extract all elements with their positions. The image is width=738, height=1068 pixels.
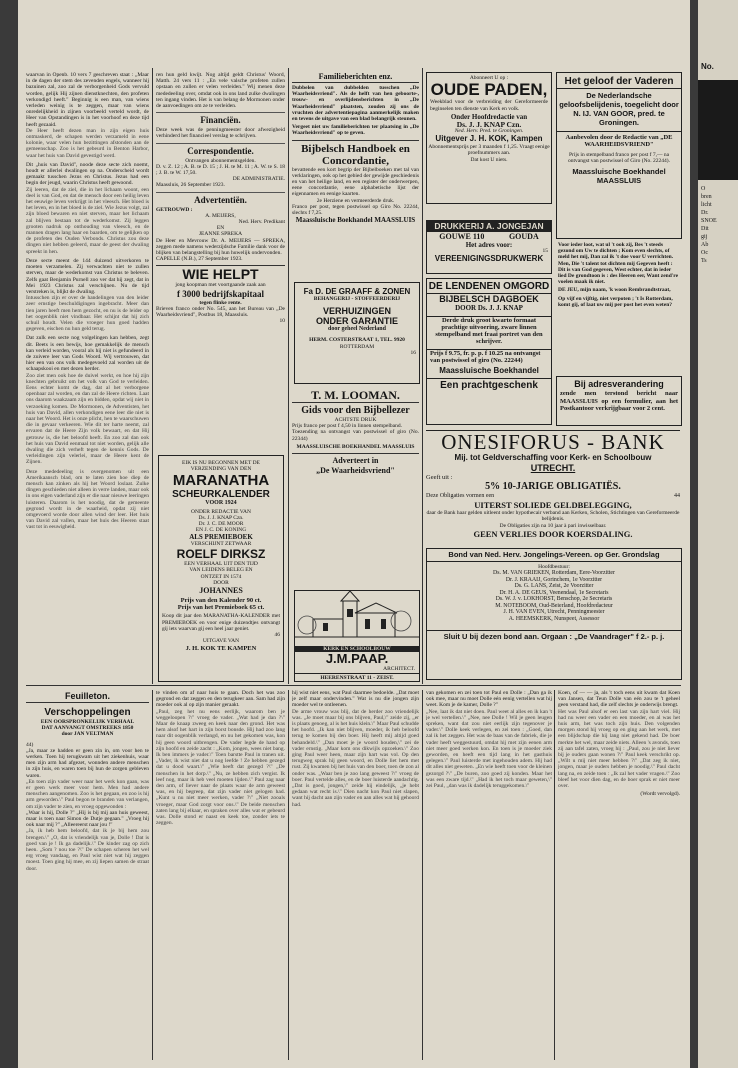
maranatha-ad: [158, 455, 284, 682]
maranatha-text: ONDER REDACTIE VAN: [191, 508, 251, 515]
maranatha-text: EEN VERHAAL UIT DEN TIJD: [184, 561, 258, 568]
geloof-title: Het geloof der Vaderen: [557, 75, 681, 89]
geloof-author: N. IJ. VAN GOOR, pred. te Groningen.: [573, 109, 665, 127]
maranatha-order-text: Koop dit jaar den MARANATHA-KALENDER met PREMIEBOEK en voor enige duizendtjes ontvangt gij iets waarvan gij een heel jaar geniet.: [162, 613, 280, 632]
column-rule: [422, 690, 423, 1060]
bank-slogan: UITERST SOLIEDE GELDBELEGGING,: [474, 500, 632, 510]
oude-paden-price: Abonnementsprijs per 3 maanden f 1,25. Vraagt eenige proefnummers aan.: [428, 144, 550, 157]
maranatha-text: VAN LEIDENS BELEG EN: [189, 567, 253, 574]
paap-architect-ad: [294, 590, 420, 682]
column-rule: [554, 690, 555, 1060]
ad-column-3-lower: [292, 388, 419, 588]
geloof-recommendation: Aanbevolen door de Redactie van „DE WAARHEIDSVRIEND": [557, 131, 681, 148]
oude-paden-text: Dat kost U niets.: [470, 156, 508, 163]
column-rule: [288, 690, 289, 1060]
financien-text: Deze week was de penningmeester door afwezigheid verhinderd het financieel verslag te schrijven.: [156, 127, 285, 140]
paap-name: J.M.PAAP.: [325, 651, 389, 667]
maranatha-title: MARANATHA: [172, 471, 270, 489]
geloof-price: Prijs in stempelband franco per post f 7,— na ontvangst van postwissel of Giro (No. 22244).: [567, 152, 671, 165]
feuilleton-heading: Feuilleton.: [26, 690, 149, 703]
de-graaff-address: HERM. COSTERSTRAAT 1, TEL. 9920: [309, 337, 405, 344]
lendenen-omgord-ad: [426, 278, 552, 425]
bank-subtitle: Mij. tot Geldverschaffing voor Kerk- en Schoolbouw: [454, 453, 652, 462]
oude-paden-text: Abonneert U op :: [469, 75, 509, 81]
maranatha-author: JOHANNES: [199, 586, 243, 596]
adverteert-text: „De Waarheidsvriend": [316, 466, 395, 476]
groom-title: Ned. Herv. Predikant: [238, 219, 285, 226]
section-heading-financien: Financiën.: [156, 112, 285, 126]
maranatha-text: EIK IS NU BEGONNEN MET DE: [182, 460, 260, 466]
poem-ad: [558, 242, 680, 372]
adresverandering-ad: [556, 376, 682, 426]
correspondentie-text: Ontvangen abonnementsgelden.: [185, 157, 256, 164]
de-graaff-text: ONDER GARANTIE: [315, 316, 398, 327]
lendenen-author: DOOR Ds. J. J. KNAP: [455, 304, 523, 312]
wie-helpt-address: Brieven franco onder No. 545, aan het Bureau van „De Waarheidsvriend", Postbus 18, Maassluis.: [156, 305, 285, 319]
drukkerij-city: GOUDA: [508, 232, 539, 241]
de-graaff-ad: [294, 282, 420, 384]
bestuur-member: A. HEEMSKERK, Nunspeet, Assessor: [508, 615, 600, 622]
maranatha-publisher: J. H. KOK TE KAMPEN: [185, 644, 257, 652]
maranatha-price: Prijs van den Kalender 90 ct.: [180, 597, 262, 605]
adjacent-page-edge: [698, 0, 738, 1068]
bijbelsch-handboek-publisher: Maassluische Boekhandel MAASSLUIS: [295, 216, 416, 225]
maranatha-editor: Dr. J. C. DE MOOR: [198, 521, 244, 528]
maranatha-editor: Ds. J. J. KNAP Czn.: [198, 514, 244, 521]
maranatha-text: UITGAVE VAN: [202, 638, 240, 645]
article-text: Dit „huis van David", noode deze secte zich noemt, houdt er allerlei dwalingen op na. Onderscheid wordt gemaakt tusschen Jezus en Christus. Jezus had een begin der jeugd, waarin Christus heeft gewoond.: [26, 161, 149, 187]
de-graaff-text: door geheel Nederland: [328, 326, 386, 333]
lendenen-price: Prijs f 9.75, fr. p. p. f 10.25 na ontvangst van postwissel of giro (No. 22244): [427, 349, 551, 364]
article-column-1: waarvan in Openb. 10 vers 7 geschreven staat : „Maar in de dagen der stem des zevenden engels, wanneer hij bazuinen zal, zoo zal de verborgenheid Gods vervuld worden, gelijk Hij zijnen dienstknechten, den profeten verkondigd heeft." Beginnig is een man, van wiens verleden weinig is te zeggen, maar van wiens onredelijkheid in zijnen voorbeeld verteld wordt, de Heer van Opstandingen is in het voorhoof en deze tijd heeft gezaaid. De Heer heeft dezen man in zijn eigen huis ontmaskerd, de schapen werden verzameld in eene kolonie, waar velen hun bezittingen afstonden aan de gemeenschap. Zoo is het gebeurd in Benton Harbor, waar het huis van David gevestigd werd. Dit „huis van David", noode deze secte zich noemt, houdt er allerlei dwalingen op na. Onderscheid wordt gemaakt tusschen Jezus en Christus. Jezus had een begin der jeugd, waarin Christus heeft gewoond. Zij leeren, dat de ziel, die in het lichaam woont, een deel is van God, en dat de mensch door een heilig leven het eeuwige leven verkrijgt in het vleesch. Het bloed is het leven, en in het bloed is de ziel. Wie Jezus volgt, zal zijn bloed bewaren en niet sterven, maar het lichaam zal blijven bestaan tot de wederkomst. Zij leggen grooten nadruk op onthouding van vleesch, en de mannen dragen lang haar en baarden, om te gelijken op de profeten des Ouden Verbonds. Christus zou deze dingen niet hebben geleerd, maar de geest der dwaling spreekt in hen. Deze secte meent de 144 duizend uitverkoren te moeten verzamelen. Zij verwachten niet te zullen sterven, maar de wederkomst van Christus te beleven. Zelfs gaat Benjamin Purnell zoo ver dat hij zegt, dat in Mei 1923 Christus zal verschijnen. Nu de tijd verstreken is, blijkt de dwaling. Intusschen zijn er over de handelingen van den leider zeer ernstige beschuldigingen ingebracht. Meer dan tien jaren heeft men hem gezocht, en nu is de leider op het oogenblik niet vindbaar. Het schijnt dat hij zich schuil houdt. Velen die vroeger hun goed hadden gegeven, eischen nu hun geld terug. Dat zulk een secte nog volgelingen kan hebben, zegt dit. Beets is een bewijs, hoe gemakkelijk de mensch kan verleid worden, vooral als hij niet is gefundeerd in de zuivere leer van Gods Woord. Wij vertrouwen, dat hier een van ons volk medegevoeld zal worden uit de schaapskooi en met dezen herder. Zoo ziet men ook hoe de duivel werkt, en hoe hij zijn knechten gebruikt om het volk van God te verleiden. Eens echter komt de dag, dat al het verborgene openbaar zal worden, en dan zal de Heere richten. Laat ons daarom waakzaam zijn en bidden, opdat wij niet in verzoeking komen. De Mormonen, de Adventisten, het huis van David, allen verkondigen eene leer die niet is naar het Woord. Het is onze plicht, hen te waarschuwen die in gevaar verkeeren. Wie dit ter harte neemt, zal ervaren dat de Heere Zijn volk bewaart, en dat Hij getrouw is, die het beloofd heeft. En zoo zal dan ook het huis van David eenmaal tot niet worden, gelijk alle dwaling die zich verheft tegen de kennis Gods. De verleidingen zijn velerlei, maar de Heere kent de Zijnen. Deze mededeeling is overgenomen uit een Amerikaansch blad, om te laten zien hoe diep de mensch kan zinken als hij het Woord loslaat. Zulke dingen geschieden niet alleen in verre landen, maar ook in ons eigen vaderland zijn er die naar nieuwe leeringen luisteren. Daarom is het noodig, dat de gemeente gegrond wordt in de waarheid, opdat zij niet omgevoerd worde door allen wind der leer. Het huis van David zal vallen, maar het huis des Heeren staat vast tot in eeuwigheid.: [26, 72, 149, 531]
article-text: ren hun geld kwijt. Nog altijd geldt Christus' Woord, Matth. 24 vers 11 : „En vele valsche profeten zullen opstaan en zullen er velen verleiden." Wij menen deze mededeeling over, omdat ook in ons land zulke dwalingen ten ingang vinden. Het is van belang de Mormonen onder de aanvoedingen om ze te verleiden.: [156, 72, 285, 110]
geloof-subtitle: De Nederlandsche geloofsbelijdenis, toegelicht door: [559, 91, 679, 109]
drukkerij-address: GOUWE 110: [439, 232, 485, 241]
oude-paden-text: Weekblad voor de verbreiding der Gereformeerde beginselen ten dienste van Kerk en volk.: [430, 99, 548, 112]
feuilleton-subtitle: EEN OORSPRONKELIJK VERHAAL: [40, 719, 135, 725]
column-rule: [152, 690, 153, 1060]
adresverandering-title: Bij adresverandering: [574, 379, 664, 389]
column-rule: [422, 68, 423, 684]
bestuur-member: J. H. VAN EVEN, Utrecht, Penningmeester: [503, 609, 605, 616]
article-text: Deze secte meent de 144 duizend uitverkoren te moeten verzamelen. Zij verwachten niet te zullen sterven, maar de wederkomst van Christus te beleven. Zelfs gaat Benjamin Purnell zoo ver dat hij zegt, dat in Mei 1923 Christus zal verschijnen. Nu de tijd verstreken is, blijkt de dwaling.: [26, 257, 149, 295]
bond-bestuur-list: [427, 570, 681, 622]
column-rule: [152, 68, 153, 684]
masthead-fragment: [698, 80, 738, 180]
oude-paden-text: Ned. Herv. Pred. te Groningen.: [454, 127, 524, 134]
adresverandering-text: zende men terstond bericht naar MAASSLUIS op een formulier, aan het Postkantoor verkrijgbaar voor 2 cent.: [560, 390, 678, 412]
maranatha-text: VERSCHIJNT ZETWAAR: [190, 540, 252, 547]
correspondentie-date: Maassluis, 26 September 1923.: [156, 182, 225, 189]
section-heading-advertentien: Advertentiën.: [156, 192, 285, 206]
feuilleton-column: Feuilleton. Verschoppelingen EEN OORSPRONKELIJK VERHAAL DAT AANVANGT OMSTREEKS 1850 door JAN VELTMAN 44) „Ja, maar ze hadden er geen zin in, om voor hen te werken. Toen hij terugkwam uit het ziekenhuis, waar men zijn arm had afgezet, wonnden andere menschen in zijn huis, en waren toen bij hun de zorgen gebleven waren. „En toen zijn vader weer naar het werk kon gaan, was er geen werk meer voor hem. Men had andere menschen aangenomen. Zoo is het gegaan, en zoo is hij arm geworden.\" Paul begon te branden van verlangen, om zijn vader te zien, en vroeg opgewonden : „Waar is hij, Dolle ?" „Hij is bij mij aan huis geweest, maar is toen naar Simon de Dutje gegaan." „Vroeg hij ook naar mij ?" „Alleereerst naar jou !" „Ja, ik heb hem beloofd, dat ik je bij hem zou brengen.\" „O, dat is vriendelijk van je, Dolle ! Dat is goed van je ! Ik ga dadelijk.\" De kinder zag op zich heen. „Som ? nou toe ?\" De schapen scheren het wel erg vroeg vandaag, en Paul wist niet wat hij zeggen moest. Toen ging hij mee, en zij liepen samen de straat door.: [26, 691, 149, 872]
poem-text: Voor ieder loot, wat ul 't ook zij, Bes 't steeds gezond om Uw te dichten ; Kom even slechts, of meld het mij, Dan zal ik 't doe voor U verrichten. Men, Die 't talent tot dichten mij Gegeven heeft : Dit is van God gegeven, West echter, dat in ieder lied De grondtoon is : des Heeren eer, Want zend're voelen maak ik niet.: [558, 242, 679, 286]
lendenen-text: Derde druk groot kwarto formaat prachtige uitvoering, zware linnen stempelband met fraai portret van den schrijver.: [427, 316, 551, 345]
feuilleton-column-3: hij wist niet eens, wat Paul daarmee bedoelde. „Dat moet je zelf maar ondervinden." Wat is nu die jongen zijn moeder wel te ontleenen. De arme vrouw was blij, dat de herder zoo vriendelijk was. „Je moet maar bij ons blijven, Paul,\" zeide zij, „er is plaats genoeg, al is het huis klein.\" Maar Paul schudde het hoofd. „Ik kan niet blijven, moeder, ik heb beloofd terug te komen bij den boer. Hij heeft mij altijd goed behandeld.\" „Dan moet je je woord houden,\" zei de vader ernstig. „Maar kom ons dikwijls opzoeken.\" Zoo ging Paul weer heen, maar zijn hart was vol. Op den terugweg sprak hij geen woord, en Dolle liet hem met rust. Zij kwamen bij het huis van den boer, toen de zon al onder was. „Waar ben je zoo lang geweest ?\" vroeg de boer. Paul vertelde alles, en de boer luisterde aandachtig. „Dat is goed, jongen,\" zeide hij eindelijk, „je hebt gedaan wat recht is.\" Dien nacht kon Paul niet slapen, want hij dacht aan zijn vader en aan alles wat hij gehoord had.: [292, 690, 419, 808]
article-text: waarvan in Openb. 10 vers 7 geschreven staat : „Maar in de dagen der stem des zevenden engels, wanneer hij bazuinen zal, zoo zal de verborgenheid Gods vervuld worden, gelijk Hij zijnen dienstknechten, den profeten verkondigd heeft." Beginnig is een man, van wiens verleden weinig is te zeggen, maar van wiens onredelijkheid in zijnen voorbeeld verteld wordt, de Heer van Opstandingen is in het voorhoof en deze tijd heeft gezaaid.: [26, 72, 149, 128]
bank-text: Geeft uit :: [426, 474, 453, 481]
oude-paden-ad: [426, 72, 552, 204]
maranatha-text: DOOR: [213, 579, 229, 586]
adverteert-text: Adverteert in: [292, 453, 419, 466]
bijbelsch-handboek-edition: 2e Herziene en vermeerderde druk.: [316, 197, 395, 204]
lendenen-publisher: Maassluische Boekhandel: [439, 366, 539, 375]
lendenen-slogan: Een prachtgeschenk: [427, 378, 551, 392]
bank-city: UTRECHT.: [530, 463, 576, 473]
feuilleton-text: van gekomen en zei toen tot Paul en Dolle : „Dan ga ik ook mee, maar nu moet Dolle eén eenig vertellen wat hij weet. Kom je de kamer, Dolle ?": [426, 690, 552, 709]
bank-title: ONESIFORUS - BANK: [441, 430, 665, 454]
feuilleton-text: hij wist niet eens, wat Paul daarmee bedoelde. „Dat moet je zelf maar ondervinden." Wat is nu die jongen zijn moeder wel te ontleenen.: [292, 690, 419, 709]
oude-paden-editor: Ds. J. J. KNAP Czn.: [456, 119, 522, 129]
bank-text: De Obligaties zijn na 10 jaar à pari inwisselbaar.: [499, 522, 607, 529]
feuilleton-author: door JAN VELTMAN: [61, 731, 114, 738]
church-drawing-icon: [295, 591, 419, 643]
maranatha-premie: ALS PREMIEBOEK: [189, 532, 253, 541]
column-rule: [288, 68, 289, 684]
wie-helpt-text: tegen flinke rente.: [199, 299, 242, 306]
bestuur-member: Dr. H. A. DE GEUS, Veenendaal, 1e Secretaris: [499, 589, 609, 596]
groom-name: A. MEIJERS,: [205, 212, 236, 219]
feuilleton-text: „Ja, maar ze hadden er geen zin in, om voor hen te werken. Toen hij terugkwam uit het ziekenhuis, waar men zijn arm had afgezet, wonnden andere menschen in zijn huis, en waren toen bij hun de zorgen gebleven waren.: [26, 747, 149, 779]
feuilleton-column-4: van gekomen en zei toen tot Paul en Dolle : „Dan ga ik ook mee, maar nu moet Dolle eén eenig vertellen wat hij weet. Kom je de kamer, Dolle ?" „Nee, laat ik dat niet doen. Paul weet al alles en ik kan 't je wel vertellen.\" „Nee, nee Dolle ! Wil je geen leugen spreken, want dat zou niet eerlijk zijn tegenover je vader.\" Dolle keek verlegen, en zei toen : „Goed, dan zal ik het zeggen. Het was de baas van de fabriek, die je vader heeft weggestuurd, omdat hij met zijn eenen arm niet meer goed werken kon. En toen is je moeder ziek geworden, en heeft een tijd lang in het gasthuis gelegen.\" Paul luisterde met ingehouden adem. Hij had dit alles niet geweten. „En wie heeft toen voor de kleinen gezorgd ?\" „De buren, zoo goed zij konden. Maar het was een zware tijd.\" „Had ik het toch maar geweten,\" zei Paul, „dan was ik dadelijk teruggekomen.\": [426, 690, 552, 790]
bijbelsch-handboek-text: bevattende een kort begrip der Bijbelboeken met tal van verklaringen, ook op het gebied der gewijde geschiedenis en van het heilige land, en een register der onderwerpen, eene concordantie, eene alphabetische lijst der eigennamen en eenige kaarten.: [292, 166, 419, 198]
bank-text: Deze Obligaties vormen een: [426, 493, 495, 499]
en-label: EN: [216, 225, 225, 232]
de-graaff-text: VERHUIZINGEN: [322, 306, 391, 317]
paap-title: ARCHITECT.: [383, 666, 415, 673]
drukkerij-text: Het adres voor:: [465, 241, 513, 249]
bank-text: daar de Bank haar gelden uitleent onder hypothecair verband aan Kerken, Scholen, Stichtingen van Gereformeerde belijdenis.: [426, 510, 680, 523]
geloof-publisher: Maassluische Boekhandel: [572, 166, 666, 176]
lendenen-subtitle: BIJBELSCH DAGBOEK: [427, 293, 551, 305]
feuilleton-text: te vinden om af naar huis te gaan. Doch het was zoo gegrond en dat zeggen en den terugkeer aan. Sam had zijn moeder ook al op zijn manier geraakt.: [156, 690, 285, 709]
feuilleton-title: Verschoppelingen: [44, 707, 131, 718]
feuilleton-subtitle: DAT AANVANGT OMSTREEKS 1850: [41, 725, 134, 732]
gids-order: Toezending na ontvangst van postwissel of giro (No. 22344): [292, 429, 419, 442]
administratie-sign: DE ADMINISTRATIE.: [232, 176, 285, 183]
bestuur-member: Ds. G. LANS, Zeist, 2e Voorzitter: [514, 583, 594, 590]
feuilleton-text: Koen, of — — ja, als 't toch eens uit kwam dat Koen van Jansen, dat Teun Dolle van eén zou te 't geheel geen verstand had, die zelf slechts je onderwijs brengt.: [558, 690, 680, 709]
section-heading-correspondentie: Correspondentie.: [156, 143, 285, 157]
paap-tagline: KERK EN SCHOOLBOUW: [295, 646, 419, 652]
newspaper-page: [18, 0, 690, 1068]
paap-address: HEERENSTRAAT 11 - ZEIST.: [295, 673, 419, 682]
bank-obligaties: 5% 10-JARIGE OBLIGATIËS.: [485, 481, 621, 492]
gids-price: Prijs franco per post f 4,50 in linnen stempelband.: [292, 423, 402, 430]
wie-helpt-title: WIE HELPT: [182, 266, 259, 283]
familieberichten-text: Vergeet niet uw familieberichten ter plaatsing in „De Waarheidsvriend" op te geven.: [292, 124, 419, 137]
maranatha-subtitle: SCHEURKALENDER: [172, 488, 270, 500]
gids-publisher: MAASSLUISCHE BOEKHANDEL MAASSLUIS: [296, 443, 415, 450]
bestuur-member: Ds. M. VAN GRIEKEN, Rotterdam, Eere-Voorzitter: [493, 570, 615, 577]
oude-paden-title: OUDE PADEN,: [430, 80, 548, 100]
wie-helpt-amount: f 3000 bedrijfskapitaal: [176, 288, 264, 299]
maranatha-text: ONTZET IN 1574: [200, 573, 242, 580]
gids-edition: ACHTSTE DRUK: [334, 417, 377, 423]
feuilleton-column-5: Koen, of — — ja, als 't toch eens uit kwam dat Koen van Jansen, dat Teun Dolle van eén zou te 't geheel geen verstand had, die zelf slechts je onderwijs brengt. Het was Paul alsof er een last van zijn hart viel. Hij had nu weer een vader en een moeder, en al was het huis arm, het was toch zijn huis. Den volgenden morgen stond hij vroeg op en ging aan het werk, met een blijdschap die hij lang niet gekend had. De boer merkte het wel, maar zeide niets. Alleen 's avonds, toen zij aan tafel zaten, vroeg hij : „Paul, zou je niet liever bij je ouders gaan wonen ?\" Paul keek verschrikt op. „Wilt u mij niet meer hebben ?\" „Dat zeg ik niet, jongen, maar je ouders hebben je noodig.\" Paul dacht lang na, en zeide toen : „Ik zal het vader vragen.\" Zoo bleef het voor dien dag, en de boer sprak er niet meer over. (Wordt vervolgd).: [558, 690, 680, 798]
maranatha-text: VERZENDING VAN DEN: [190, 466, 252, 473]
bijbelsch-handboek-title: Bijbelsch Handboek en Concordantie,: [301, 142, 410, 167]
feuilleton-text: „Waar is hij, Dolle ?" „Hij is bij mij aan huis geweest, maar is toen naar Simon de Dutje gegaan." „Vroeg hij ook naar mij ?" „Alleereerst naar jou !": [26, 809, 149, 829]
lendenen-title: DE LENDENEN OMGORD: [428, 281, 550, 292]
edge-text: O bren licht Dr. SNOE Dit gij Ab Oc Ts: [701, 186, 717, 264]
onesiforus-bank-ad: [426, 430, 680, 539]
bank-slogan: GEEN VERLIES DOOR KOERSDALING.: [473, 528, 633, 539]
familieberichten-heading: Familieberichten enz.: [292, 72, 419, 83]
wie-helpt-text: jong koopman met voortgaande zaak aan: [175, 282, 266, 289]
maranatha-price: Prijs van het Premieboek 65 ct.: [177, 604, 265, 612]
feuilleton-column-2: te vinden om af naar huis te gaan. Doch het was zoo gegrond en dat zeggen en den terugkeer aan. Sam had zijn moeder ook al op zijn manier geraakt. „Paul, zeg het nu eens eerlijk, waarom ben je weggeloopen ?\" vroeg de vader. „Wat had je dan ?\" Maar de knaap zweeg en keek naar den grond. Het was hem alsof het hart in zijn borst bonsde. Hij had zoo lang naar dit oogenblik verlangd, en nu het gekomen was, kon hij geen woord uitbrengen. De vader legde de hand op zijn hoofd en zeide zacht : „Kom, jongen, wees niet bang. Ik ben immers je vader.\" Toen barstte Paul in tranen uit. „Vader, ik wist niet dat u nog leefde ! Ze hebben gezegd dat u dood waart.\" „Wie heeft dat gezegd ?\" „De menschen in het dorp.\" „Nu, ze hebben zich vergist. Ik leef nog, maar ik heb veel moeten lijden.\" Paul zag naar den arm, of liever naar de plaats waar de arm geweest was, en hij begreep, dat zijn vader niet gelogen had. „Kunt u nu niet meer werken, vader ?\" „Niet zooals vroeger, maar God zorgt voor ons.\" De beide menschen zaten lang bij elkaar, en spraken over alles wat er gebeurd was. Dolle stond er naast en keek toe, zonder iets te zeggen.: [156, 690, 285, 827]
bond-title: Bond van Ned. Herv. Jongelings-Vereen. op Ger. Grondslag: [427, 549, 681, 562]
maranatha-editor: EN J. C. DE KONING: [195, 527, 247, 534]
geloof-der-vaderen-ad: [556, 72, 682, 239]
bestuur-member: Dr. J. KRAAIJ, Gorinchem, 1e Voorzitter: [505, 576, 603, 583]
wordt-vervolgd: (Wordt vervolgd).: [640, 791, 680, 798]
de-graaff-subtitle: BEHANGERIJ - STOFFEERDERIJ: [313, 296, 401, 302]
bond-bestuur-heading: Hoofdbestuur:: [538, 564, 570, 570]
ad-number: 10: [279, 318, 285, 325]
roelf-dirksz-title: ROELF DIRKSZ: [176, 547, 266, 562]
drukkerij-ad: [426, 220, 552, 274]
bijbelsch-handboek-order: Franco per post, tegen postwissel op Giro No. 22244, slechts f 7,25.: [292, 203, 419, 217]
geloof-city: MAASSLUIS: [596, 175, 642, 185]
wedding-text: De Heer en Mevrouw Dr. A. MEIJERS — SPREKA, zeggen mede namens wederzijdsche Familie dank voor de blijken van belangstelling bij hun huwelijk ondervonden.: [156, 237, 285, 257]
bestuur-member: Ds. W. J. v. LOKHORST, Benschop, 2e Secretaris: [495, 596, 613, 603]
drukkerij-name: DRUKKERIJ A. JONGEJAN: [427, 221, 551, 232]
bond-jongelings-ad: [426, 548, 682, 680]
ad-number: 44: [674, 493, 680, 499]
poem-text: Op vijf en vijftig, niet verpoten ; 't Is Rotterdam, komt gij, of laat uw mij per post het even weten?: [558, 295, 673, 308]
ad-number: 15: [542, 248, 548, 254]
page-number: No.: [701, 62, 714, 71]
getrouwd-label: GETROUWD :: [156, 206, 193, 213]
feuilleton-number: 44): [26, 741, 34, 748]
ad-number: 46: [274, 632, 280, 639]
section-rule: [26, 685, 681, 686]
ad-number: 16: [410, 349, 416, 356]
poem-sign: DE JEU, mijn naam, 'k woon Rembrandtstraat,: [558, 287, 671, 294]
maranatha-year: VOOR 1924: [205, 499, 237, 506]
gids-title: Gids voor den Bijbellezer: [292, 402, 419, 417]
looman-name: T. M. LOOMAN.: [311, 388, 400, 402]
bestuur-member: M. NOTEBOOM, Oud-Beierland, Hoofdredacteur: [495, 602, 613, 609]
bride-name: JEANNE SPREKA: [198, 231, 243, 238]
oude-paden-text: Onder Hoofdredactie van: [450, 112, 528, 121]
wedding-place: CAPELLE (N.B.), 27 September 1923.: [156, 256, 243, 263]
correspondentie-list: D. v. Z. 12 ; A. B. te D. 15 ; J. H. te M. 11 ; A. W. te S. 18 ; J. B. te W. 17,50.: [156, 163, 285, 177]
de-graaff-title: Fa D. DE GRAAFF & ZONEN: [303, 287, 411, 296]
bond-footer: Sluit U bij dezen bond aan. Orgaan : „De Vaandrager" f 2.- p. j.: [427, 630, 681, 643]
drukkerij-slogan: VEREENIGINGSDRUKWERK: [434, 254, 544, 263]
de-graaff-city: ROTTERDAM: [339, 343, 375, 350]
familieberichten-text: Dubbelen van dubbelden tusschen „De Waarheidsvriend". Als de helft van hen geboorte-, trouw- en overlijdensberichten in „De Waarheidsvriend" plaatsten, zouden zij ons de vruchten der advertentiepagina aanmerkelijk maken en tevens de uitgave van een blad belangrijk steunen.: [292, 85, 419, 123]
article-text: Dat zulk een secte nog volgelingen kan hebben, zegt dit. Beets is een bewijs, hoe gemakkelijk de mensch kan verleid worden, vooral als hij niet is gefundeerd in de zuivere leer van Gods Woord. Wij vertrouwen, dat hier een van ons volk medegevoeld zal worden uit de schaapskooi en met dezen herder.: [26, 335, 149, 373]
oude-paden-publisher: Uitgever J. H. KOK, Kampen: [435, 134, 543, 144]
